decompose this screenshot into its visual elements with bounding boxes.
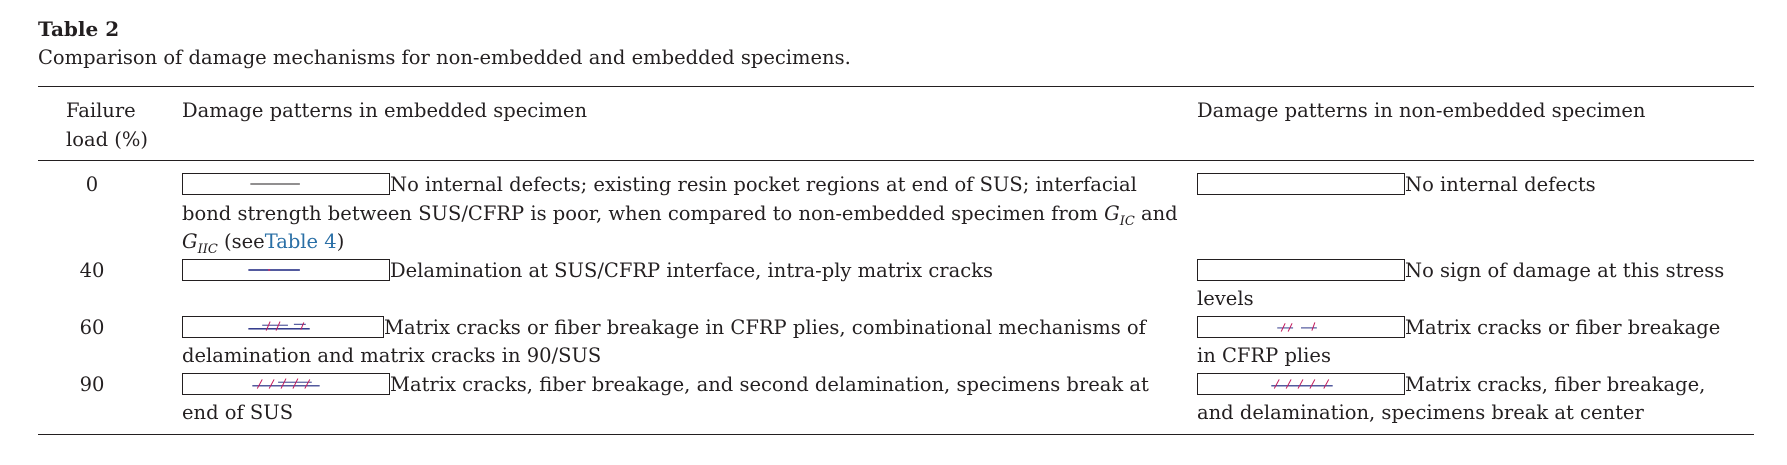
table-container <box>38 16 1754 435</box>
non-embedded-pattern-cell <box>1197 257 1754 314</box>
micrograph-image <box>182 259 390 281</box>
embedded-pattern-cell <box>182 257 1197 314</box>
micrograph-image <box>1197 259 1405 281</box>
non-embedded-description: No internal defects <box>1405 173 1596 196</box>
embedded-description: Matrix cracks or fiber breakage in CFRP plies, combinational mechanisms of delamination and matrix cracks in 90/SUS <box>182 315 1146 367</box>
micrograph-image <box>1197 173 1405 195</box>
failure-load-value: 90 <box>79 372 105 396</box>
header-non-embedded: Damage patterns in non-embedded specimen <box>1197 87 1754 161</box>
g-ic-letter: G <box>1104 201 1120 225</box>
header-embedded: Damage patterns in embedded specimen <box>182 87 1197 161</box>
non-embedded-description: Matrix cracks or fiber breakage in CFRP plies <box>1197 315 1721 367</box>
failure-load-value: 0 <box>85 173 99 196</box>
g-iic-subscript: IIC <box>197 241 218 257</box>
table-caption: Comparison of damage mechanisms for non-embedded and embedded specimens. <box>38 46 851 69</box>
micrograph-image <box>182 316 384 338</box>
non-embedded-description: Matrix cracks, fiber breakage, and delamination, specimens break at center <box>1197 372 1706 424</box>
table-4-link[interactable]: Table 4 <box>264 230 337 253</box>
g-ic-subscript: IC <box>1119 213 1135 229</box>
non-embedded-pattern-cell <box>1197 371 1754 435</box>
embedded-description: Matrix cracks, fiber breakage, and second delamination, specimens break at end of SUS <box>182 372 1149 424</box>
table-label: Table 2 <box>38 17 120 41</box>
header-load-line1: Failure <box>66 99 136 122</box>
see-close: ) <box>336 230 345 253</box>
damage-mechanisms-table <box>38 86 1754 435</box>
embedded-description: No internal defects; existing resin pocket regions at end of SUS; interfacial bond strength between SUS/CFRP is poor, when compared to non-embedded specimen from <box>182 173 1137 225</box>
header-row <box>38 87 1754 161</box>
header-failure-load <box>38 87 182 161</box>
failure-load-cell <box>38 371 182 435</box>
and-word: and <box>1140 201 1178 225</box>
g-iic-letter: G <box>182 230 198 253</box>
non-embedded-description: No sign of damage at this stress levels <box>1197 258 1725 310</box>
micrograph-image <box>182 373 390 395</box>
table-row <box>38 371 1754 435</box>
g-iic-symbol <box>182 230 218 257</box>
failure-load-cell <box>38 314 182 371</box>
micrograph-image <box>1197 373 1405 395</box>
embedded-description: Delamination at SUS/CFRP interface, intra-ply matrix cracks <box>390 258 993 282</box>
header-load-line2: load (%) <box>66 127 149 151</box>
table-row <box>38 257 1754 314</box>
failure-load-cell <box>38 257 182 314</box>
g-ic-symbol <box>1104 201 1135 229</box>
see-open: (see <box>224 230 265 253</box>
embedded-pattern-cell <box>182 314 1197 371</box>
micrograph-image <box>182 173 390 195</box>
micrograph-image <box>1197 316 1405 338</box>
non-embedded-pattern-cell <box>1197 161 1754 257</box>
failure-load-cell <box>38 161 182 257</box>
embedded-pattern-cell <box>182 161 1197 257</box>
failure-load-value: 60 <box>79 315 105 339</box>
table-row <box>38 314 1754 371</box>
embedded-pattern-cell <box>182 371 1197 435</box>
table-row <box>38 161 1754 257</box>
failure-load-value: 40 <box>79 258 105 282</box>
non-embedded-pattern-cell <box>1197 314 1754 371</box>
